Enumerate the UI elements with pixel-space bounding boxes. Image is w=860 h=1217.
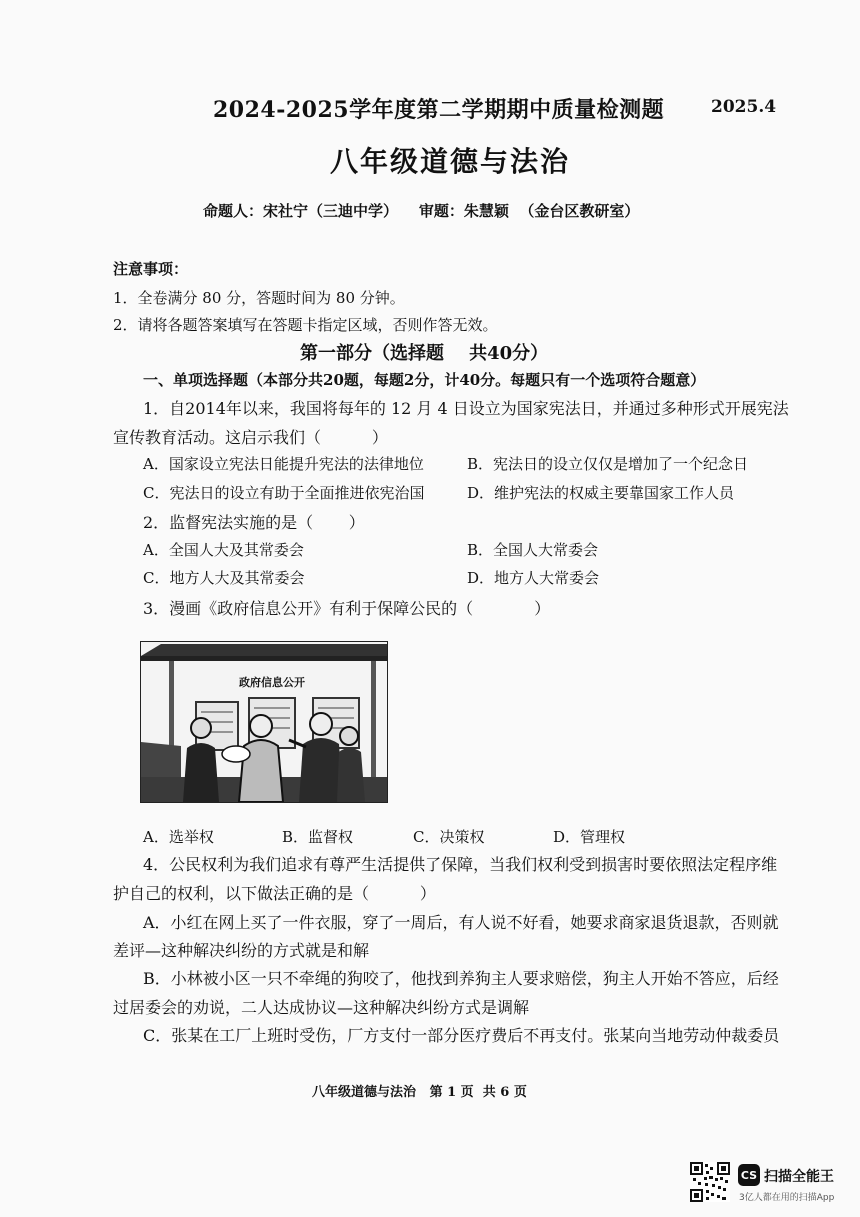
- exam-title: 2024-2025学年度第二学期期中质量检测题: [213, 97, 665, 123]
- q4-stem: 护自己的权利，以下做法正确的是（ ）: [113, 884, 436, 903]
- q1-stem: 1．自2014年以来，我国将每年的 12 月 4 日设立为国家宪法日，并通过多种形式开展宪法: [143, 399, 789, 418]
- qr-code-icon: [690, 1162, 730, 1202]
- government-info-cartoon: [140, 641, 388, 803]
- q3-option-d: D．管理权: [553, 828, 626, 846]
- q4-stem: 4．公民权利为我们追求有尊严生活提供了保障，当我们权利受到损害时要依照法定程序维: [143, 855, 778, 874]
- part-title: 第一部分（选择题 共40分）: [300, 343, 549, 364]
- q2-stem: 2．监督宪法实施的是（ ）: [143, 513, 365, 532]
- app-logo: CS: [738, 1164, 760, 1186]
- app-tagline: 3亿人都在用的扫描App: [739, 1193, 835, 1203]
- note-item: 1．全卷满分 80 分，答题时间为 80 分钟。: [113, 289, 405, 307]
- note-item: 2．请将各题答案填写在答题卡指定区域，否则作答无效。: [113, 316, 498, 334]
- q3-option-a: A．选举权: [143, 828, 214, 846]
- page-footer: 八年级道德与法治 第 1 页 共 6 页: [312, 1085, 527, 1100]
- q2-option-a: A．全国人大及其常委会: [143, 541, 304, 559]
- q1-option-d: D．维护宪法的权威主要靠国家工作人员: [467, 484, 735, 502]
- exam-date: 2025.4: [711, 97, 777, 117]
- q3-option-b: B．监督权: [282, 828, 354, 846]
- q1-stem: 宣传教育活动。这启示我们（ ）: [113, 428, 388, 447]
- exam-subject: 八年级道德与法治: [330, 145, 571, 178]
- q2-option-c: C．地方人大及其常委会: [143, 569, 305, 587]
- q1-option-b: B．宪法日的设立仅仅是增加了一个纪念日: [467, 455, 749, 473]
- q1-option-c: C．宪法日的设立有助于全面推进依宪治国: [143, 484, 425, 502]
- q4-option-a: A．小红在网上买了一件衣服，穿了一周后，有人说不好看，她要求商家退货退款，否则就: [143, 913, 779, 932]
- q2-option-d: D．地方人大常委会: [467, 569, 600, 587]
- app-name: 扫描全能王: [764, 1169, 834, 1185]
- q3-option-c: C．决策权: [413, 828, 485, 846]
- section-heading: 一、单项选择题（本部分共20题，每题2分，计40分。每题只有一个选项符合题意）: [143, 371, 706, 389]
- q3-stem: 3．漫画《政府信息公开》有利于保障公民的（ ）: [143, 599, 551, 618]
- q4-option-b: 过居委会的劝说，二人达成协议—这种解决纠纷方式是调解: [113, 998, 530, 1017]
- cartoon-caption: 政府信息公开: [239, 676, 305, 689]
- exam-authors: 命题人：宋社宁（三迪中学） 审题：朱慧颖 （金台区教研室）: [203, 202, 640, 220]
- q2-option-b: B．全国人大常委会: [467, 541, 599, 559]
- q1-option-a: A．国家设立宪法日能提升宪法的法律地位: [143, 455, 424, 473]
- q4-option-a: 差评—这种解决纠纷的方式就是和解: [113, 941, 370, 960]
- q4-option-c: C．张某在工厂上班时受伤，厂方支付一部分医疗费后不再支付。张某向当地劳动仲裁委员: [143, 1026, 780, 1045]
- notes-heading: 注意事项：: [113, 260, 189, 278]
- q4-option-b: B．小林被小区一只不牵绳的狗咬了，他找到养狗主人要求赔偿，狗主人开始不答应，后经: [143, 969, 779, 988]
